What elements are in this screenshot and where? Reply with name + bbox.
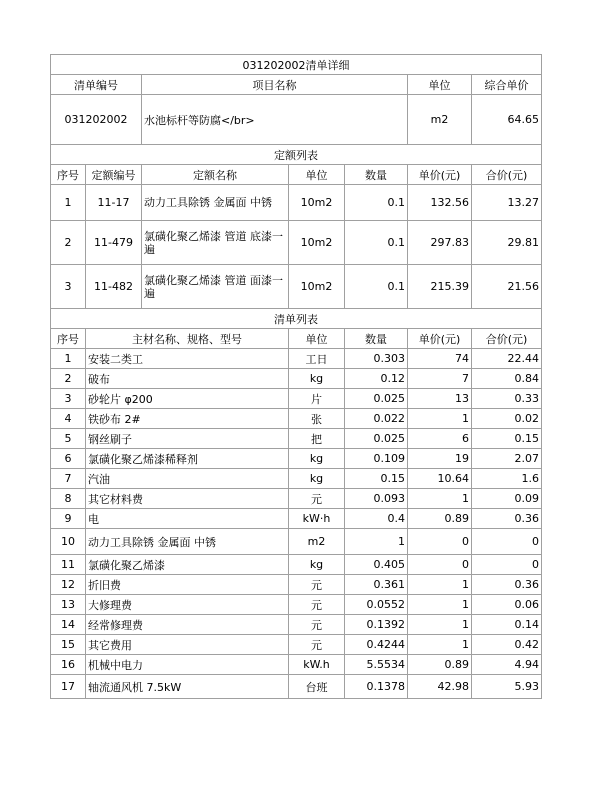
item-code: 031202002 (51, 95, 142, 145)
material-name: 砂轮片 φ200 (86, 389, 289, 409)
material-price: 0.89 (408, 655, 472, 675)
material-no: 7 (51, 469, 86, 489)
materials-col-price: 单价(元) (408, 329, 472, 349)
quota-name: 氯磺化聚乙烯漆 管道 底漆一遍 (142, 221, 289, 265)
quota-unit: 10m2 (289, 185, 345, 221)
material-row (51, 429, 542, 449)
material-name: 氯磺化聚乙烯漆 (86, 555, 289, 575)
item-name-header: 项目名称 (142, 75, 408, 95)
material-total: 0.14 (472, 615, 542, 635)
material-price: 0 (408, 555, 472, 575)
material-name: 破布 (86, 369, 289, 389)
material-row (51, 469, 542, 489)
material-no: 4 (51, 409, 86, 429)
material-unit: kW.h (289, 655, 345, 675)
material-unit: kg (289, 449, 345, 469)
material-no: 11 (51, 555, 86, 575)
quota-header-row (51, 165, 542, 185)
material-name: 机械中电力 (86, 655, 289, 675)
quota-qty: 0.1 (345, 185, 408, 221)
material-unit: 台班 (289, 675, 345, 699)
quota-col-price: 单价(元) (408, 165, 472, 185)
material-unit: 元 (289, 635, 345, 655)
sheet-title-row (51, 55, 542, 75)
materials-col-total: 合价(元) (472, 329, 542, 349)
material-row (51, 615, 542, 635)
material-total: 0.09 (472, 489, 542, 509)
material-name: 钢丝刷子 (86, 429, 289, 449)
material-price: 10.64 (408, 469, 472, 489)
material-name: 大修理费 (86, 595, 289, 615)
material-total: 0 (472, 555, 542, 575)
quota-section-row (51, 145, 542, 165)
material-total: 4.94 (472, 655, 542, 675)
material-price: 7 (408, 369, 472, 389)
material-unit: kg (289, 369, 345, 389)
material-qty: 0.15 (345, 469, 408, 489)
material-name: 经常修理费 (86, 615, 289, 635)
material-row (51, 489, 542, 509)
material-row (51, 529, 542, 555)
material-no: 5 (51, 429, 86, 449)
material-unit: kg (289, 555, 345, 575)
material-total: 0.36 (472, 575, 542, 595)
quota-name: 氯磺化聚乙烯漆 管道 面漆一遍 (142, 265, 289, 309)
quota-no: 2 (51, 221, 86, 265)
material-unit: 片 (289, 389, 345, 409)
material-unit: 元 (289, 595, 345, 615)
material-no: 16 (51, 655, 86, 675)
material-unit: 把 (289, 429, 345, 449)
material-total: 2.07 (472, 449, 542, 469)
item-price: 64.65 (472, 95, 542, 145)
quota-code: 11-482 (86, 265, 142, 309)
material-price: 0 (408, 529, 472, 555)
material-price: 1 (408, 489, 472, 509)
quota-row (51, 221, 542, 265)
material-row (51, 575, 542, 595)
material-price: 6 (408, 429, 472, 449)
materials-section-title: 清单列表 (51, 309, 542, 329)
material-qty: 0.303 (345, 349, 408, 369)
material-row (51, 635, 542, 655)
materials-header-row (51, 329, 542, 349)
material-name: 其它费用 (86, 635, 289, 655)
material-price: 42.98 (408, 675, 472, 699)
material-unit: 元 (289, 575, 345, 595)
quota-total: 21.56 (472, 265, 542, 309)
material-price: 74 (408, 349, 472, 369)
material-row (51, 675, 542, 699)
quota-total: 29.81 (472, 221, 542, 265)
quota-total: 13.27 (472, 185, 542, 221)
material-qty: 0.025 (345, 429, 408, 449)
material-unit: 元 (289, 615, 345, 635)
material-qty: 0.022 (345, 409, 408, 429)
quota-price: 215.39 (408, 265, 472, 309)
material-qty: 0.4244 (345, 635, 408, 655)
quota-no: 1 (51, 185, 86, 221)
materials-col-no: 序号 (51, 329, 86, 349)
quota-no: 3 (51, 265, 86, 309)
quota-price: 132.56 (408, 185, 472, 221)
material-name: 铁砂布 2# (86, 409, 289, 429)
quota-unit: 10m2 (289, 265, 345, 309)
material-total: 22.44 (472, 349, 542, 369)
material-name: 汽油 (86, 469, 289, 489)
material-name: 安装二类工 (86, 349, 289, 369)
bill-detail-table (50, 54, 542, 699)
material-qty: 0.093 (345, 489, 408, 509)
material-total: 0.15 (472, 429, 542, 449)
material-qty: 0.12 (345, 369, 408, 389)
material-qty: 0.109 (345, 449, 408, 469)
material-unit: m2 (289, 529, 345, 555)
item-unit-header: 单位 (408, 75, 472, 95)
item-name: 水池标杆等防腐</br> (142, 95, 408, 145)
quota-code: 11-17 (86, 185, 142, 221)
material-unit: 元 (289, 489, 345, 509)
material-no: 2 (51, 369, 86, 389)
quota-code: 11-479 (86, 221, 142, 265)
material-name: 动力工具除锈 金属面 中锈 (86, 529, 289, 555)
material-name: 折旧费 (86, 575, 289, 595)
quota-row (51, 265, 542, 309)
material-no: 10 (51, 529, 86, 555)
material-name: 电 (86, 509, 289, 529)
material-no: 1 (51, 349, 86, 369)
material-no: 9 (51, 509, 86, 529)
materials-col-qty: 数量 (345, 329, 408, 349)
material-price: 1 (408, 409, 472, 429)
material-unit: 工日 (289, 349, 345, 369)
material-total: 0.06 (472, 595, 542, 615)
material-total: 0.36 (472, 509, 542, 529)
materials-col-name: 主材名称、规格、型号 (86, 329, 289, 349)
material-no: 6 (51, 449, 86, 469)
material-row (51, 349, 542, 369)
quota-section-title: 定额列表 (51, 145, 542, 165)
material-no: 13 (51, 595, 86, 615)
material-qty: 0.025 (345, 389, 408, 409)
material-no: 15 (51, 635, 86, 655)
material-no: 8 (51, 489, 86, 509)
material-total: 5.93 (472, 675, 542, 699)
material-price: 1 (408, 615, 472, 635)
quota-col-name: 定额名称 (142, 165, 289, 185)
quota-col-total: 合价(元) (472, 165, 542, 185)
material-total: 1.6 (472, 469, 542, 489)
material-row (51, 369, 542, 389)
material-row (51, 509, 542, 529)
quota-qty: 0.1 (345, 265, 408, 309)
item-unit: m2 (408, 95, 472, 145)
material-total: 0.33 (472, 389, 542, 409)
material-name: 氯磺化聚乙烯漆稀释剂 (86, 449, 289, 469)
material-price: 1 (408, 575, 472, 595)
material-no: 12 (51, 575, 86, 595)
quota-price: 297.83 (408, 221, 472, 265)
material-row (51, 389, 542, 409)
quota-name: 动力工具除锈 金属面 中锈 (142, 185, 289, 221)
item-code-header: 清单编号 (51, 75, 142, 95)
material-unit: 张 (289, 409, 345, 429)
material-no: 14 (51, 615, 86, 635)
quota-col-qty: 数量 (345, 165, 408, 185)
quota-col-no: 序号 (51, 165, 86, 185)
material-row (51, 655, 542, 675)
materials-section-row (51, 309, 542, 329)
material-name: 轴流通风机 7.5kW (86, 675, 289, 699)
material-qty: 0.361 (345, 575, 408, 595)
material-qty: 0.4 (345, 509, 408, 529)
item-row (51, 95, 542, 145)
material-qty: 1 (345, 529, 408, 555)
materials-col-unit: 单位 (289, 329, 345, 349)
material-row (51, 449, 542, 469)
material-total: 0.84 (472, 369, 542, 389)
material-total: 0.02 (472, 409, 542, 429)
item-header-row (51, 75, 542, 95)
material-qty: 0.1392 (345, 615, 408, 635)
material-unit: kg (289, 469, 345, 489)
item-price-header: 综合单价 (472, 75, 542, 95)
quota-unit: 10m2 (289, 221, 345, 265)
material-qty: 5.5534 (345, 655, 408, 675)
material-price: 1 (408, 635, 472, 655)
sheet-title: 031202002清单详细 (51, 55, 542, 75)
material-price: 0.89 (408, 509, 472, 529)
material-price: 19 (408, 449, 472, 469)
quota-qty: 0.1 (345, 221, 408, 265)
material-no: 17 (51, 675, 86, 699)
material-row (51, 409, 542, 429)
material-unit: kW·h (289, 509, 345, 529)
material-row (51, 595, 542, 615)
quota-col-code: 定额编号 (86, 165, 142, 185)
material-qty: 0.1378 (345, 675, 408, 699)
material-total: 0.42 (472, 635, 542, 655)
material-qty: 0.405 (345, 555, 408, 575)
material-price: 13 (408, 389, 472, 409)
material-no: 3 (51, 389, 86, 409)
material-total: 0 (472, 529, 542, 555)
quota-col-unit: 单位 (289, 165, 345, 185)
material-row (51, 555, 542, 575)
material-name: 其它材料费 (86, 489, 289, 509)
material-price: 1 (408, 595, 472, 615)
material-qty: 0.0552 (345, 595, 408, 615)
quota-row (51, 185, 542, 221)
